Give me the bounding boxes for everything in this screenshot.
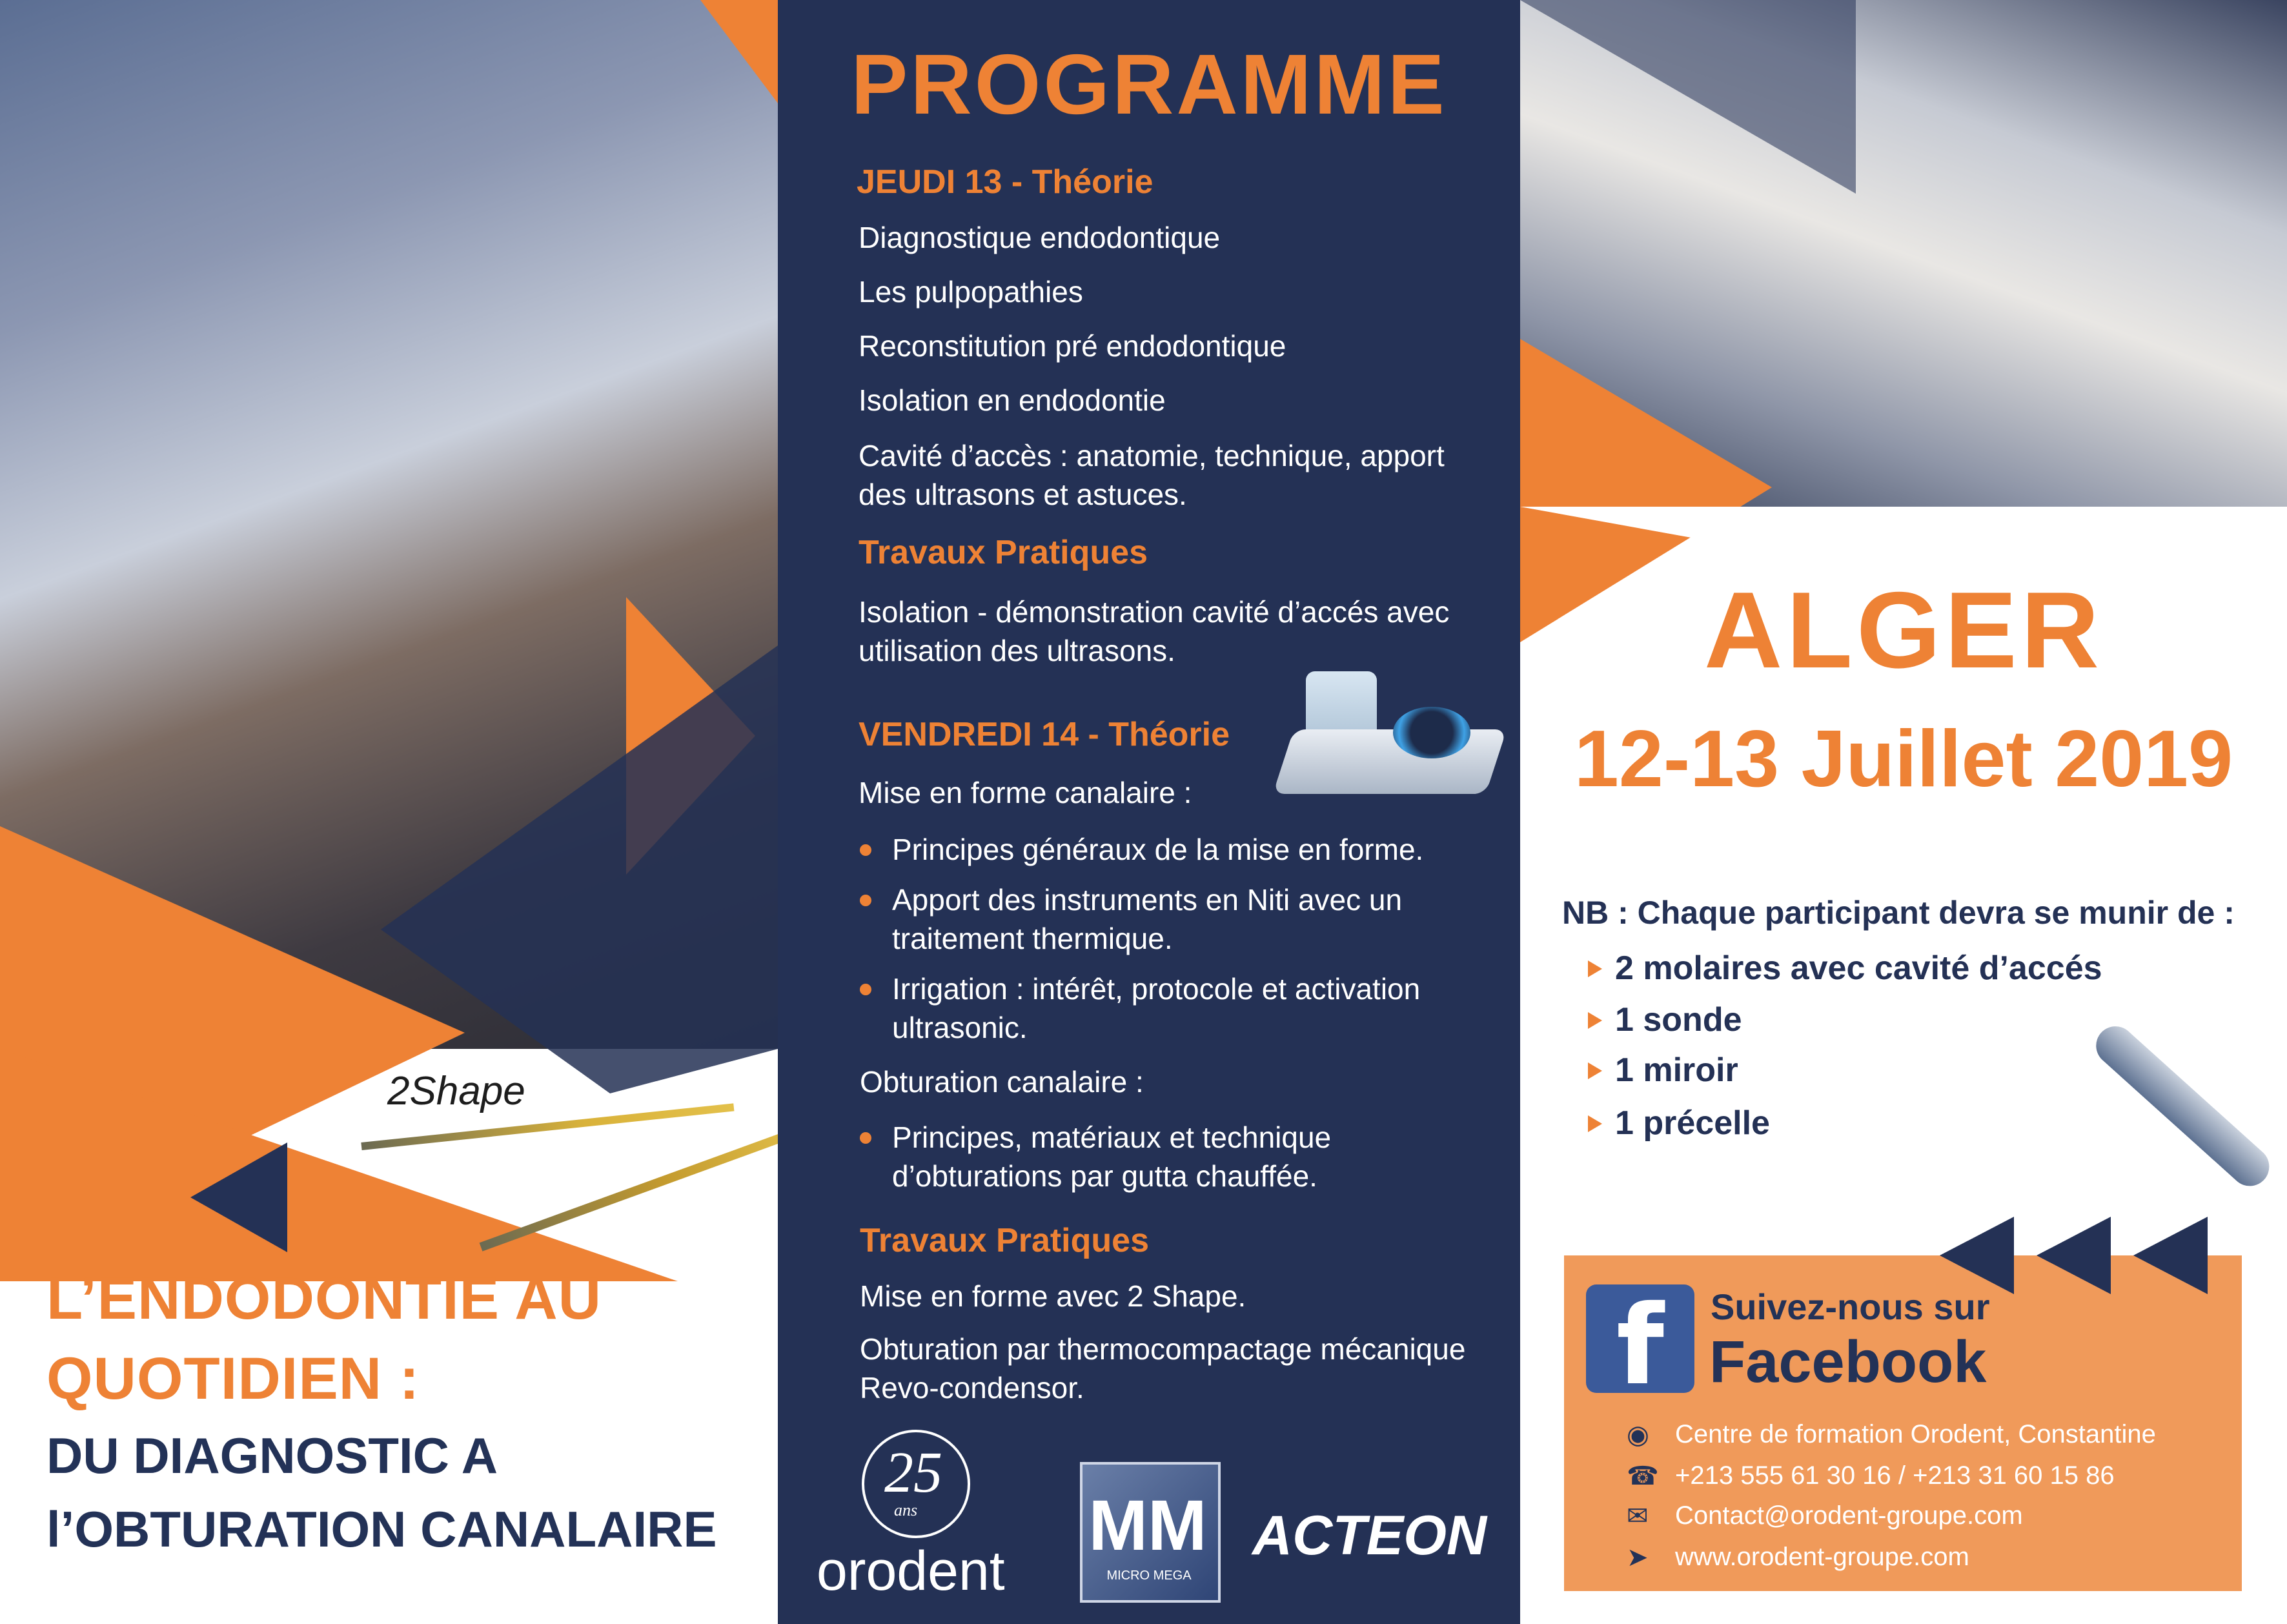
day2-bullet <box>859 969 1420 1008</box>
day1-item: des ultrasons et astuces. <box>859 478 1187 511</box>
micro-mega-logo-letters: MM <box>1088 1486 1207 1565</box>
anniversary-number: 25 <box>884 1441 942 1505</box>
orange-triangle-bottom-left <box>0 1049 678 1281</box>
navy-arrow-triangle <box>190 1142 287 1252</box>
day2-obturation-label: Obturation canalaire : <box>860 1065 1144 1099</box>
arrow-right-icon <box>1588 1012 1602 1029</box>
day2-bullet-continued: traitement thermique. <box>892 922 1173 955</box>
day2-bullet-continued: ultrasonic. <box>892 1011 1028 1044</box>
orange-triangle-top <box>700 0 778 103</box>
day1-tp-heading: Travaux Pratiques <box>859 534 1148 571</box>
anniversary-word: ans <box>894 1501 918 1519</box>
day1-item: Reconstitution pré endodontique <box>859 329 1286 363</box>
device-body <box>1273 729 1507 794</box>
title-line-2: QUOTIDIEN : <box>46 1346 420 1412</box>
event-date: 12-13 Juillet 2019 <box>1574 715 2233 804</box>
2shape-brand: 2Shape <box>387 1069 525 1113</box>
arrow-right-icon <box>1588 1062 1602 1079</box>
dental-handpiece-illustration <box>2088 1019 2277 1194</box>
subtitle-line-1: DU DIAGNOSTIC A <box>46 1427 498 1484</box>
nb-requirements-label: NB : Chaque participant devra se munir de : <box>1562 895 2235 931</box>
day2-mise-en-forme-label: Mise en forme canalaire : <box>859 776 1192 809</box>
day2-tp-heading: Travaux Pratiques <box>860 1222 1149 1259</box>
bullet-text: Apport des instruments en Niti avec un <box>892 883 1403 917</box>
bullet-text: Principes généraux de la mise en forme. <box>892 833 1424 866</box>
arrow-right-icon <box>1588 960 1602 977</box>
bullet-dot <box>860 984 871 995</box>
facebook-follow-text: Suivez-nous sur <box>1711 1286 1990 1327</box>
nb-item <box>1615 1104 1770 1142</box>
city-name: ALGER <box>1704 569 2103 691</box>
ultrasound-device-illustration <box>1280 671 1512 813</box>
device-dial <box>1393 707 1470 758</box>
title-line-1: L’ENDODONTIE AU <box>46 1266 602 1332</box>
nb-item <box>1615 949 2102 988</box>
day1-heading: JEUDI 13 - Théorie <box>857 163 1154 201</box>
bullet-text: Irrigation : intérêt, protocole et activation <box>892 972 1421 1006</box>
nb-item <box>1615 1000 1742 1039</box>
left-panel <box>0 0 778 1624</box>
contact-website[interactable]: www.orodent-groupe.com <box>1675 1543 1969 1571</box>
nb-item-text: 1 miroir <box>1615 1051 1738 1089</box>
nb-item-text: 1 sonde <box>1615 1001 1742 1039</box>
nb-item-text: 1 précelle <box>1615 1104 1770 1142</box>
acteon-logo: ACTEON <box>1252 1505 1487 1567</box>
arrow-right-icon <box>1588 1115 1602 1132</box>
day1-tp-item: utilisation des ultrasons. <box>859 634 1175 667</box>
right-panel <box>1520 0 2287 1624</box>
day2-tp-item: Mise en forme avec 2 Shape. <box>860 1279 1246 1313</box>
cursor-icon: ➤ <box>1627 1543 1649 1572</box>
day2-bullet <box>859 830 1423 869</box>
bullet-dot <box>860 895 871 906</box>
bullet-text: Principes, matériaux et technique <box>892 1121 1332 1154</box>
day1-tp-item: Isolation - démonstration cavité d’accés avec <box>859 595 1450 629</box>
day2-bullet <box>859 1118 1331 1157</box>
navy-chevron-2 <box>2037 1217 2111 1294</box>
day1-item: Diagnostique endodontique <box>859 221 1221 254</box>
day2-bullet <box>859 880 1402 919</box>
navy-chevron-3 <box>2133 1217 2208 1294</box>
navy-triangle-right-top <box>1520 0 1856 194</box>
day2-bullet-continued: d’obturations par gutta chauffée. <box>892 1159 1317 1193</box>
bullet-dot <box>860 1132 871 1144</box>
orodent-logo: orodent <box>817 1540 1005 1602</box>
contact-phone: +213 555 61 30 16 / +213 31 60 15 86 <box>1675 1461 2115 1490</box>
micro-mega-logo-subtext: MICRO MEGA <box>1106 1568 1192 1583</box>
phone-icon: ☎ <box>1627 1462 1659 1490</box>
programme-title: PROGRAMME <box>851 37 1447 132</box>
day1-item: Cavité d’accès : anatomie, technique, apport <box>859 439 1445 472</box>
location-pin-icon: ◉ <box>1627 1421 1649 1449</box>
course-title-block <box>46 1259 757 1566</box>
nb-item-text: 2 molaires avec cavité d’accés <box>1615 949 2102 987</box>
day1-item: Les pulpopathies <box>859 275 1083 309</box>
day2-heading: VENDREDI 14 - Théorie <box>859 716 1230 753</box>
contact-address: Centre de formation Orodent, Constantine <box>1675 1420 2156 1448</box>
facebook-icon[interactable]: f <box>1586 1284 1694 1393</box>
bullet-dot <box>860 844 871 856</box>
day1-item: Isolation en endodontie <box>859 383 1166 417</box>
navy-chevron-1 <box>1940 1217 2014 1294</box>
contact-email[interactable]: Contact@orodent-groupe.com <box>1675 1501 2023 1530</box>
subtitle-line-2: l’OBTURATION CANALAIRE <box>46 1501 717 1558</box>
envelope-icon: ✉ <box>1627 1502 1649 1530</box>
programme-panel <box>778 0 1520 1624</box>
day2-tp-item: Revo-condensor. <box>860 1371 1084 1405</box>
facebook-link[interactable]: Facebook <box>1709 1329 1987 1395</box>
nb-item <box>1615 1051 1738 1090</box>
day2-tp-item: Obturation par thermocompactage mécanique <box>860 1332 1466 1366</box>
